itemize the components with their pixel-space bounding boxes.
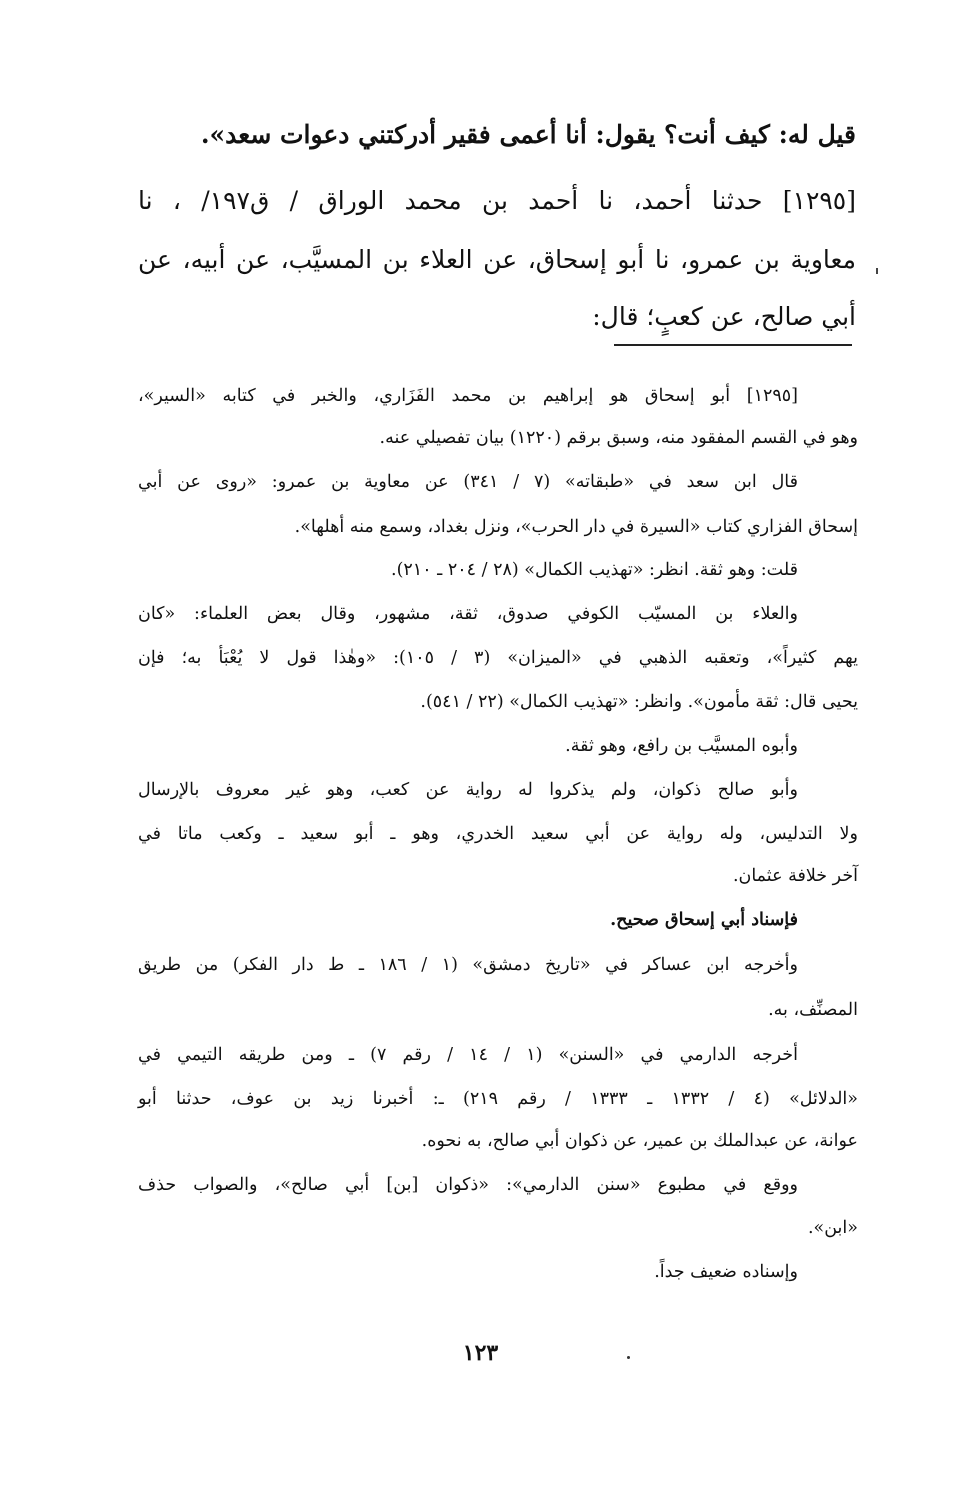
margin-mark — [876, 268, 878, 274]
footnote-line: ولا التدليس، وله رواية عن أبي سعيد الخدري، وهو ـ أبو سعيد ـ وكعب ماتا في — [138, 824, 858, 844]
footnote-line: وهو في القسم المفقود منه، وسبق برقم (١٢٢٠) بيان تفصيلي عنه. — [379, 428, 858, 448]
footnote-line: ووقع في مطبوع «سنن الدارمي»: «ذكوان [بن] أبي صالح»، والصواب حذف — [138, 1175, 798, 1195]
footnote-line: فإسناد أبي إسحاق صحيح. — [610, 910, 798, 930]
footnote-line: قال ابن سعد في «طبقاته» (٧ / ٣٤١) عن معاوية بن عمرو: «روى عن أبي — [138, 472, 798, 492]
footnote-line: المصنِّف، به. — [768, 1000, 858, 1020]
page-number: ١٢٣ — [462, 1340, 499, 1366]
footnote-line: قلت: وهو ثقة. انظر: «تهذيب الكمال» (٢٨ / ٢٠٤ ـ ٢١٠). — [391, 560, 798, 580]
footnote-line: أخرجه الدارمي في «السنن» (١ / ١٤ / رقم ٧) ـ ومن طريقه التيمي في — [138, 1045, 798, 1065]
footnote-line: والعلاء بن المسيّب الكوفي صدوق، ثقة، مشهور، وقال بعض العلماء: «كان — [138, 604, 798, 624]
footnote-line: «ابن». — [807, 1218, 858, 1238]
main-line-3: معاوية بن عمرو، نا أبو إسحاق، عن العلاء بن المسيَّب، عن أبيه، عن — [138, 245, 856, 274]
main-line-2: [١٢٩٥] حدثنا أحمد، نا أحمد بن محمد الوراق / ق١٩٧/ ، نا — [138, 186, 856, 215]
footnote-line: وأبو صالح ذكوان، ولم يذكروا له رواية عن كعب، وهو غير معروف بالإرسال — [138, 780, 798, 800]
footnote-separator — [614, 344, 852, 346]
main-line-4: أبي صالح، عن كعبٍ؛ قال: — [592, 302, 856, 331]
footnote-line: يحيى قال: ثقة مأمون». وانظر: «تهذيب الكمال» (٢٢ / ٥٤١). — [420, 692, 858, 712]
footnote-line: عوانة، عن عبدالملك بن عمير، عن ذكوان أبي صالح، به نحوه. — [421, 1131, 858, 1151]
footnote-line: وإسناده ضعيف جداً. — [654, 1262, 798, 1282]
speck-mark — [627, 1356, 630, 1359]
footnote-line: وأبوه المسيَّب بن رافع، وهو ثقة. — [565, 736, 798, 756]
main-line-1: قيل له: كيف أنت؟ يقول: أنا أعمى فقير أدركتني دعوات سعد». — [200, 120, 856, 149]
footnote-line: يهم كثيراً»، وتعقبه الذهبي في «الميزان» (٣ / ١٠٥): «وهٰذا قول لا يُعْبَأ به؛ فإن — [138, 648, 858, 668]
footnote-line: وأخرجه ابن عساكر في «تاريخ دمشق» (١ / ١٨٦ ـ ط دار الفكر) من طريق — [138, 955, 798, 975]
footnote-line: «الدلائل» (٤ / ١٣٣٢ ـ ١٣٣٣ / رقم ٢١٩) ـ: أخبرنا زيد بن عوف، حدثنا أبو — [138, 1089, 858, 1109]
footnote-line: آخر خلافة عثمان. — [732, 866, 858, 886]
footnote-line: إسحاق الفزاري كتاب «السيرة في دار الحرب»، ونزل بغداد، وسمع منه أهلها». — [294, 517, 858, 537]
footnote-line: [١٢٩٥] أبو إسحاق هو إبراهيم بن محمد الفَزَاري، والخبر في كتابه «السير»، — [138, 386, 798, 406]
